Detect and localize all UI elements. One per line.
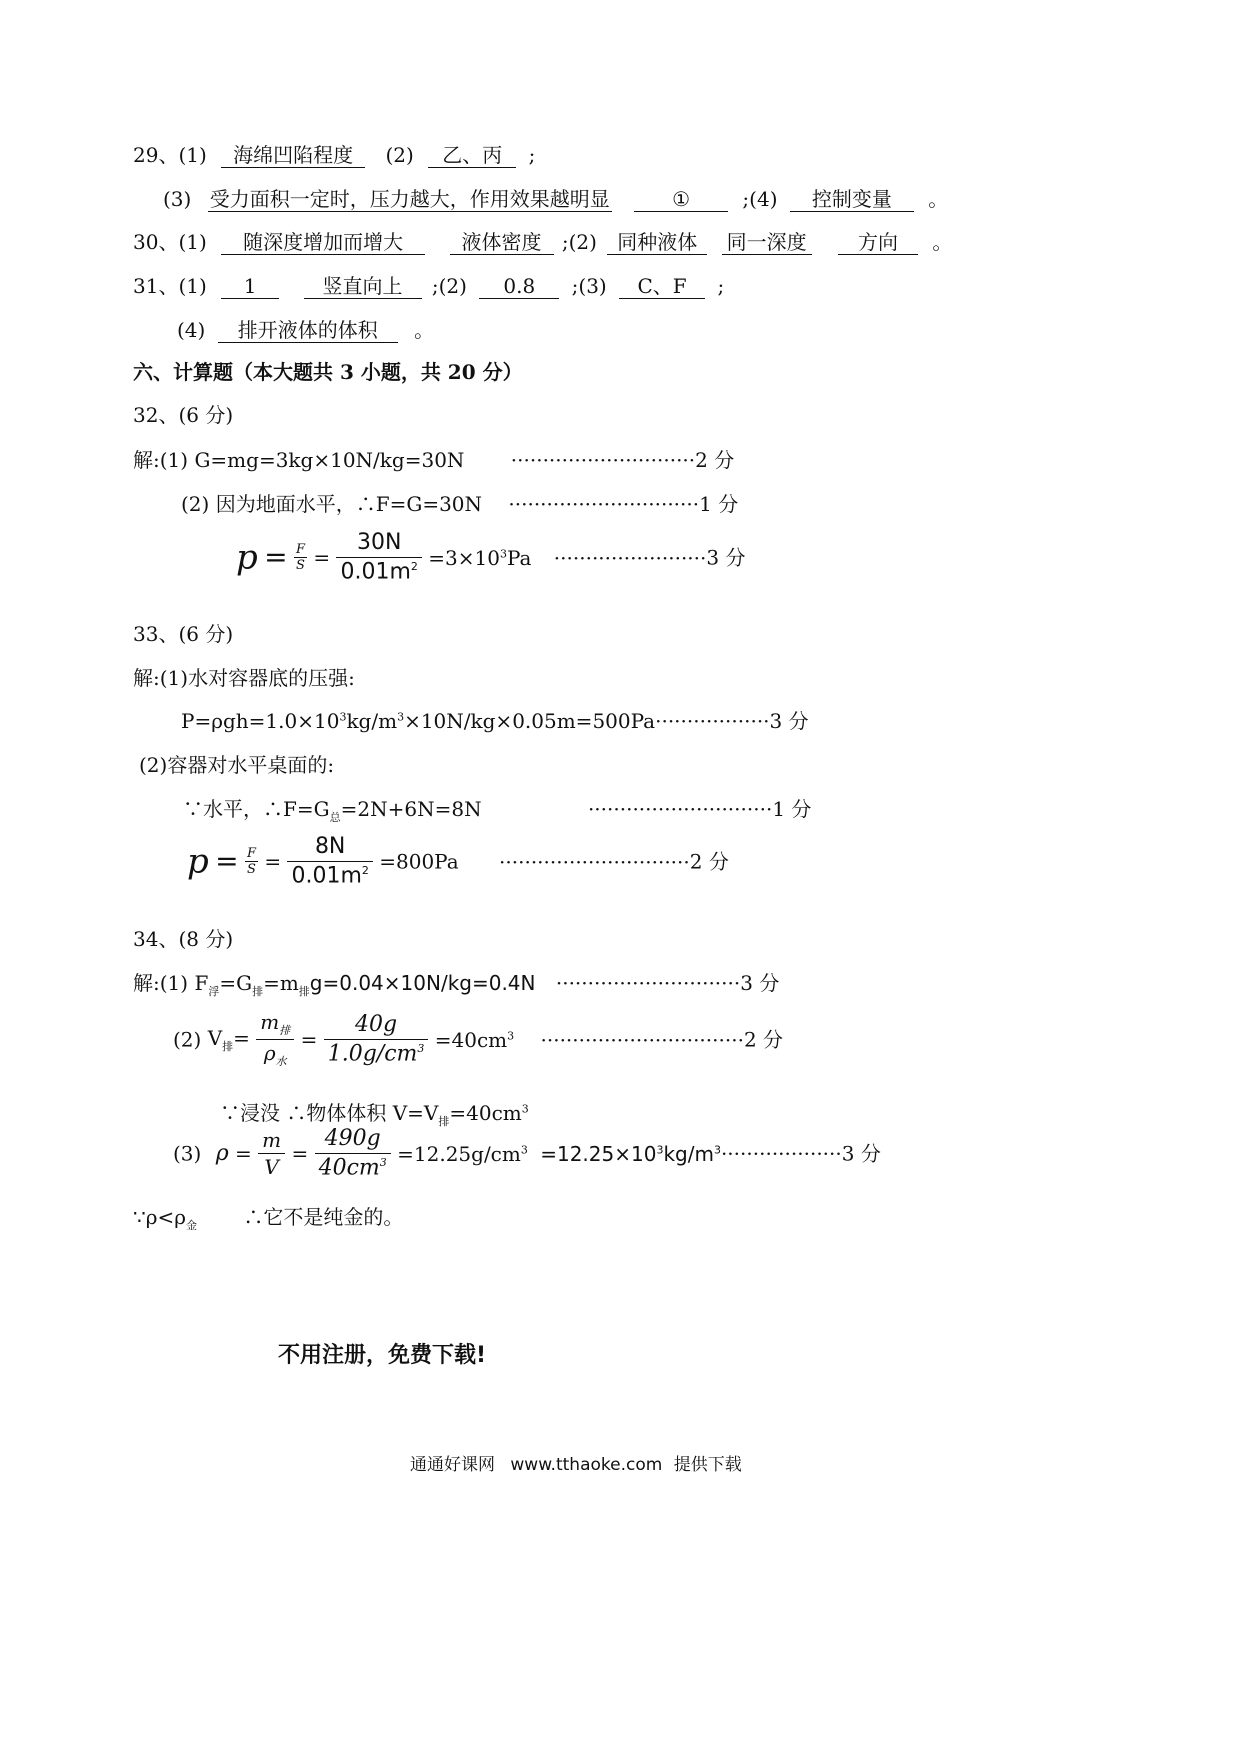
result-unit: Pa	[506, 545, 532, 570]
q31-end: ;	[717, 274, 725, 298]
fraction-denominator	[256, 1040, 294, 1067]
q31-line-2	[177, 320, 434, 343]
q30-answer-2: 液体密度	[450, 232, 554, 255]
q32-step-3	[236, 532, 745, 583]
q32-step1-score: 2 分	[695, 448, 735, 472]
q34-step1-dots: ·····························	[555, 971, 741, 995]
fraction-30N	[336, 532, 421, 583]
q32-step-1	[133, 450, 734, 470]
q34-step4-label: (3)	[173, 1141, 202, 1166]
q34-step2-score: 2 分	[743, 1027, 784, 1052]
q34-step-5	[133, 1207, 403, 1231]
denominator-text: 0.01m	[291, 863, 362, 889]
q30-answer-5: 方向	[838, 232, 918, 255]
fraction-F-over-S	[294, 543, 307, 572]
q33-step-5	[187, 836, 729, 887]
fraction-denominator: S	[296, 558, 305, 574]
equals-sign: =	[291, 1141, 309, 1166]
q34-step3-equation: ∵浸没 ∴物体体积 V=V	[220, 1101, 439, 1125]
fraction-F-over-S	[245, 847, 258, 876]
q34-step4-dots: ···················	[720, 1141, 842, 1166]
numerator-text: m	[260, 1010, 280, 1034]
subscript: 浮	[208, 985, 220, 998]
q34-step1-score: 3 分	[740, 971, 780, 995]
q34-step1-label: 解:(1)	[133, 971, 189, 995]
q32-step2-score: 1 分	[699, 492, 739, 516]
fraction-denominator	[287, 862, 372, 887]
q31-label: 31、(1)	[133, 274, 207, 298]
exponent: 3	[379, 1156, 387, 1169]
q29-answer-3: 受力面积一定时，压力越大，作用效果越明显	[209, 187, 610, 211]
fraction-numerator: m	[258, 1130, 285, 1154]
fraction-numerator: F	[246, 846, 256, 862]
q33-step-2	[181, 711, 809, 731]
result-text: =12.25×10	[540, 1141, 657, 1166]
equals-sign: =	[300, 1027, 318, 1052]
q34-step1-part: =G	[219, 971, 253, 995]
pressure-symbol: p	[187, 841, 209, 882]
denominator-text: 0.01m	[340, 559, 411, 585]
q32-step1-equation: G=mg=3kg×10N/kg=30N	[194, 448, 465, 472]
subscript: 排	[279, 1024, 291, 1037]
exponent: 3	[521, 1102, 529, 1116]
q33-result: =800Pa	[379, 849, 459, 874]
fraction-denominator	[324, 1040, 429, 1065]
fraction-numerator: 8N	[287, 836, 372, 862]
q31-part3-label: ;(3)	[571, 274, 607, 298]
equals-sign: =	[215, 844, 239, 878]
exponent: 3	[397, 710, 405, 724]
q34-step4-result-2	[540, 1142, 721, 1166]
q33-step2-dots: ··················	[655, 709, 770, 733]
q33-step5-dots: ······························	[499, 849, 690, 874]
q32-step3-score: 3 分	[706, 545, 746, 570]
equals-sign: =	[235, 1141, 252, 1166]
q31-answer-3: 0.8	[479, 276, 559, 299]
q33-step2-rest: ×10N/kg×0.05m=500Pa	[404, 709, 656, 733]
fraction-numerator	[256, 1012, 294, 1040]
equals-sign: =	[233, 1025, 250, 1050]
q34-title: 34、(8 分)	[133, 927, 234, 951]
q34-step-2	[173, 1012, 783, 1067]
result-text: =3×10	[428, 545, 500, 570]
footer	[410, 1457, 742, 1474]
fraction-denominator	[336, 558, 421, 583]
q34-step2-result	[435, 1028, 514, 1052]
result-unit: kg/m	[663, 1141, 714, 1166]
q33-step4-dots: ·····························	[587, 797, 773, 821]
footer-site-name: 通通好课网	[410, 1455, 495, 1475]
q34-step1-equation: F	[194, 971, 209, 995]
q34-step4-score: 3 分	[841, 1141, 881, 1166]
exponent: 3	[417, 1041, 425, 1055]
equals-sign: =	[264, 540, 288, 574]
q30-line	[133, 232, 952, 255]
exponent: 3	[713, 1143, 721, 1157]
q33-step4-score: 1 分	[772, 797, 812, 821]
pressure-symbol: p	[236, 537, 258, 578]
q30-answer-1: 随深度增加而增大	[221, 232, 425, 255]
q33-step-3: (2)容器对水平桌面的:	[139, 753, 335, 777]
q32-step2-equation: 因为地面水平，∴F=G=30N	[215, 492, 483, 516]
q33-step-1: 解:(1)水对容器底的压强:	[133, 666, 355, 690]
q32-step3-dots: ························	[553, 545, 707, 570]
subscript: 总	[329, 811, 341, 824]
result-text: =40cm	[434, 1027, 508, 1052]
q31-part4-label: (4)	[177, 318, 206, 342]
denominator-text: 1.0g/cm	[327, 1041, 418, 1067]
q29-answer-4: 控制变量	[790, 189, 914, 212]
q33-step2-unit: kg/m	[346, 709, 398, 733]
q33-title: 33、(6 分)	[133, 622, 234, 646]
q29-line-1	[133, 145, 535, 168]
subscript: 排	[252, 985, 264, 998]
fraction-numerator: 40g	[324, 1014, 429, 1040]
q32-step2-label: (2)	[181, 492, 210, 516]
subscript: 水	[275, 1055, 287, 1068]
exponent: 3	[499, 547, 507, 561]
exponent: 2	[361, 864, 369, 877]
fraction-490g	[315, 1128, 391, 1179]
fraction-numerator: 490g	[315, 1128, 391, 1154]
volume-symbol: V	[207, 1025, 223, 1050]
q34-step2-dots: ································	[540, 1027, 744, 1052]
fraction-m-over-rho	[256, 1012, 294, 1067]
q31-part2-label: ;(2)	[431, 274, 467, 298]
subscript: 排	[298, 985, 310, 998]
q32-step1-dots: ·····························	[510, 448, 696, 472]
exponent: 3	[507, 1028, 515, 1042]
q29-part3-label: (3)	[163, 187, 192, 211]
q32-title: 32、(6 分)	[133, 403, 234, 427]
fraction-denominator: S	[247, 862, 256, 878]
q34-step3-rest: =40cm	[449, 1101, 522, 1125]
q30-label: 30、(1)	[133, 230, 207, 254]
q29-answer-2: 乙、丙	[428, 145, 516, 168]
q29-line-2	[163, 189, 948, 212]
q34-step1-part: =m	[263, 971, 299, 995]
section-heading: 六、计算题（本大题共 3 小题，共 20 分）	[133, 360, 523, 384]
result-text: =12.25g/cm	[397, 1141, 521, 1166]
q29-part4-label: ;(4)	[742, 187, 778, 211]
subscript: 排	[438, 1115, 450, 1128]
q34-step2-label: (2)	[173, 1027, 202, 1052]
q31-line2-end: 。	[414, 318, 435, 342]
q33-step4-equation: ∵水平，∴F=G	[183, 797, 330, 821]
q34-step5-equation: ∵ρ<ρ	[133, 1205, 186, 1229]
density-symbol: ρ	[215, 1140, 229, 1166]
q33-step5-score: 2 分	[689, 849, 729, 874]
q34-step2-lhs	[207, 1025, 250, 1053]
fraction-m-over-V	[258, 1128, 285, 1180]
q31-line-1	[133, 276, 724, 299]
q34-step1-rest: g=0.04×10N/kg=0.4N	[309, 971, 536, 995]
q29-answer-1: 海绵凹陷程度	[221, 145, 365, 168]
q34-step-1	[133, 973, 779, 997]
q31-answer-5: 排开液体的体积	[218, 320, 398, 343]
fraction-numerator: 30N	[336, 532, 421, 558]
exponent: 3	[339, 710, 347, 724]
exponent: 3	[656, 1143, 664, 1157]
equals-sign: =	[264, 849, 282, 874]
equals-sign: =	[313, 545, 331, 570]
q33-step-4	[183, 799, 811, 823]
subscript: 排	[222, 1039, 234, 1053]
q29-line2-end: 。	[928, 187, 949, 211]
q29-answer-3b: ①	[634, 189, 728, 212]
q32-result	[428, 546, 531, 570]
subscript: 金	[186, 1219, 197, 1232]
q32-step2-dots: ······························	[508, 492, 700, 516]
q34-step5-conclusion: ∴它不是纯金的。	[243, 1205, 404, 1229]
fraction-denominator	[315, 1154, 391, 1179]
denominator-text: 40cm	[318, 1155, 380, 1181]
denominator-text: ρ	[263, 1041, 276, 1065]
q32-step-2	[181, 494, 738, 514]
fraction-numerator: F	[295, 542, 305, 558]
q29-part2-label: (2)	[385, 143, 414, 167]
fraction-denominator: V	[264, 1155, 279, 1180]
q30-end: 。	[932, 230, 953, 254]
exponent: 2	[410, 560, 418, 573]
q31-answer-2: 竖直向上	[304, 276, 422, 299]
q31-answer-4: C、F	[619, 276, 705, 299]
q30-part2-label: ;(2)	[561, 230, 597, 254]
q34-step4-result	[397, 1142, 528, 1166]
q34-step-4	[173, 1128, 881, 1179]
q31-answer-1: 1	[221, 276, 279, 299]
exponent: 3	[520, 1143, 528, 1157]
q29-label: 29、(1)	[133, 143, 207, 167]
footer-url: www.tthaoke.com	[510, 1455, 663, 1475]
q29-end: ;	[528, 143, 536, 167]
fraction-40g	[324, 1011, 429, 1067]
q33-step4-rest: =2N+6N=8N	[340, 797, 482, 821]
q32-step1-label: 解:(1)	[133, 448, 189, 472]
q30-answer-4: 同一深度	[722, 232, 812, 255]
q34-step-3	[220, 1103, 529, 1127]
footer-tail: 提供下载	[673, 1455, 742, 1475]
q33-step2-score: 3 分	[769, 709, 809, 733]
fraction-8N	[287, 836, 372, 887]
q30-answer-3: 同种液体	[607, 232, 707, 255]
q33-step2-equation: P=ρgh=1.0×10	[181, 709, 340, 733]
promo-text: 不用注册，免费下载!	[278, 1343, 487, 1368]
